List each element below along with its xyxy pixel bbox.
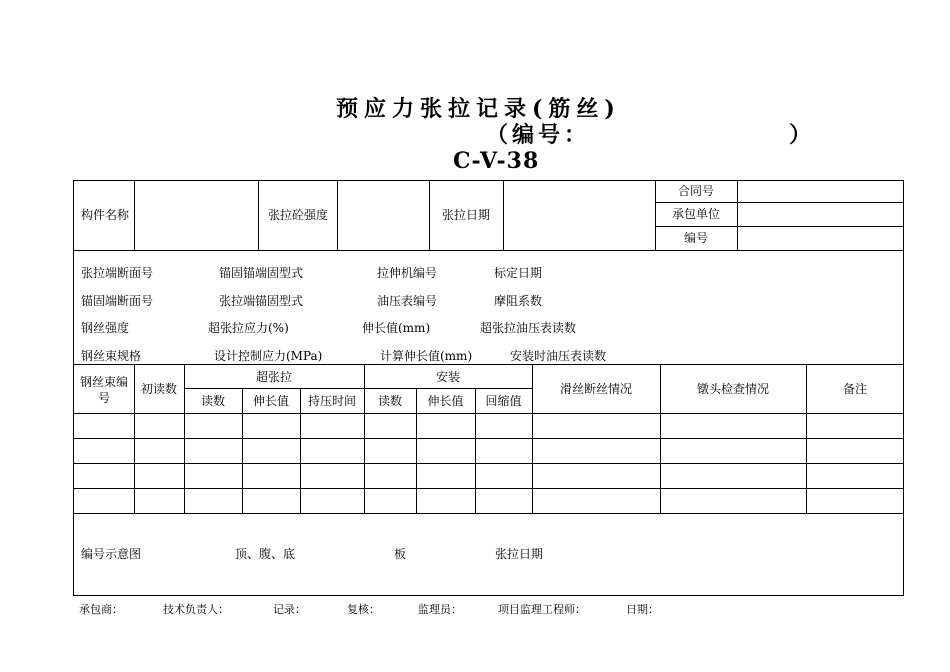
contract-no-label: 合同号: [677, 184, 714, 198]
footer-supervisor: 监理员：: [418, 603, 462, 616]
serial-no-label: 编号: [683, 231, 708, 245]
group-over-tension-header: 超张拉: [255, 370, 292, 384]
diagram-parts-label: 顶、腹、底: [235, 547, 296, 561]
grid-line: [184, 364, 185, 513]
over-elongation-header: 伸长值: [252, 394, 289, 408]
over-hold-time-header: 持压时间: [307, 394, 356, 408]
form-code: C-V-38: [453, 148, 540, 174]
grid-line: [73, 413, 904, 414]
grid-line: [337, 180, 338, 250]
concrete-strength-label: 张拉砼强度: [268, 208, 329, 222]
footer-recorder: 记录：: [273, 603, 306, 616]
grid-line: [73, 438, 904, 439]
tension-date-label: 张拉日期: [442, 208, 491, 222]
footer-project-engineer: 项目监理工程师：: [498, 603, 586, 616]
info-label: 摩阻系数: [494, 294, 543, 308]
number-close: ）: [789, 122, 818, 148]
number-open: （编号：: [486, 122, 591, 148]
info-label: 油压表编号: [377, 294, 438, 308]
diagram-label: 编号示意图: [81, 547, 142, 561]
info-label: 拉伸机编号: [377, 266, 438, 280]
info-label: 设计控制应力(MPa): [214, 349, 323, 363]
footer-date: 日期：: [626, 603, 659, 616]
grid-line: [429, 180, 430, 250]
info-label: 计算伸长值(mm): [380, 349, 473, 363]
info-label: 张拉端锚固型式: [219, 294, 304, 308]
info-label: 锚固端断面号: [81, 294, 154, 308]
footer-contractor: 承包商：: [79, 603, 123, 616]
info-label: 钢丝强度: [81, 321, 130, 335]
grid-line: [737, 180, 738, 250]
page-title: 预应力张拉记录(筋丝): [336, 96, 621, 122]
diagram-tension-date-label: 张拉日期: [495, 547, 544, 561]
col-upset-header: 镦头检查情况: [696, 382, 769, 396]
grid-line: [184, 388, 532, 389]
info-label: 伸长值(mm): [362, 321, 431, 335]
footer-tech-lead: 技术负责人：: [163, 603, 229, 616]
info-label: 锚固锚端固型式: [219, 266, 304, 280]
grid-line: [258, 180, 259, 250]
diagram-plate-label: 板: [394, 547, 407, 561]
grid-line: [503, 180, 504, 250]
install-retraction-header: 回缩值: [485, 394, 522, 408]
col-initial-header: 初读数: [140, 382, 177, 396]
footer-reviewer: 复核：: [347, 603, 380, 616]
over-reading-header: 读数: [200, 394, 225, 408]
grid-line: [73, 513, 904, 514]
contractor-unit-label: 承包单位: [671, 207, 720, 221]
grid-line: [73, 364, 904, 365]
col-remark-header: 备注: [842, 382, 867, 396]
component-name-label: 构件名称: [81, 208, 130, 222]
col-slip-header: 滑丝断丝情况: [559, 382, 632, 396]
info-label: 超张拉油压表读数: [480, 321, 577, 335]
install-elongation-header: 伸长值: [427, 394, 464, 408]
info-label: 张拉端断面号: [81, 266, 154, 280]
info-label: 超张拉应力(%): [208, 321, 289, 335]
info-label: 安装时油压表读数: [510, 349, 607, 363]
grid-line: [134, 180, 135, 250]
grid-line: [655, 202, 904, 203]
info-label: 钢丝束规格: [81, 349, 142, 363]
grid-line: [73, 463, 904, 464]
grid-line: [73, 488, 904, 489]
col-bundle-header: 钢丝束编号: [79, 375, 128, 405]
grid-line: [364, 364, 365, 513]
info-label: 标定日期: [494, 266, 543, 280]
group-install-header: 安装: [435, 370, 460, 384]
grid-line: [73, 250, 904, 251]
install-reading-header: 读数: [377, 394, 402, 408]
grid-line: [655, 226, 904, 227]
